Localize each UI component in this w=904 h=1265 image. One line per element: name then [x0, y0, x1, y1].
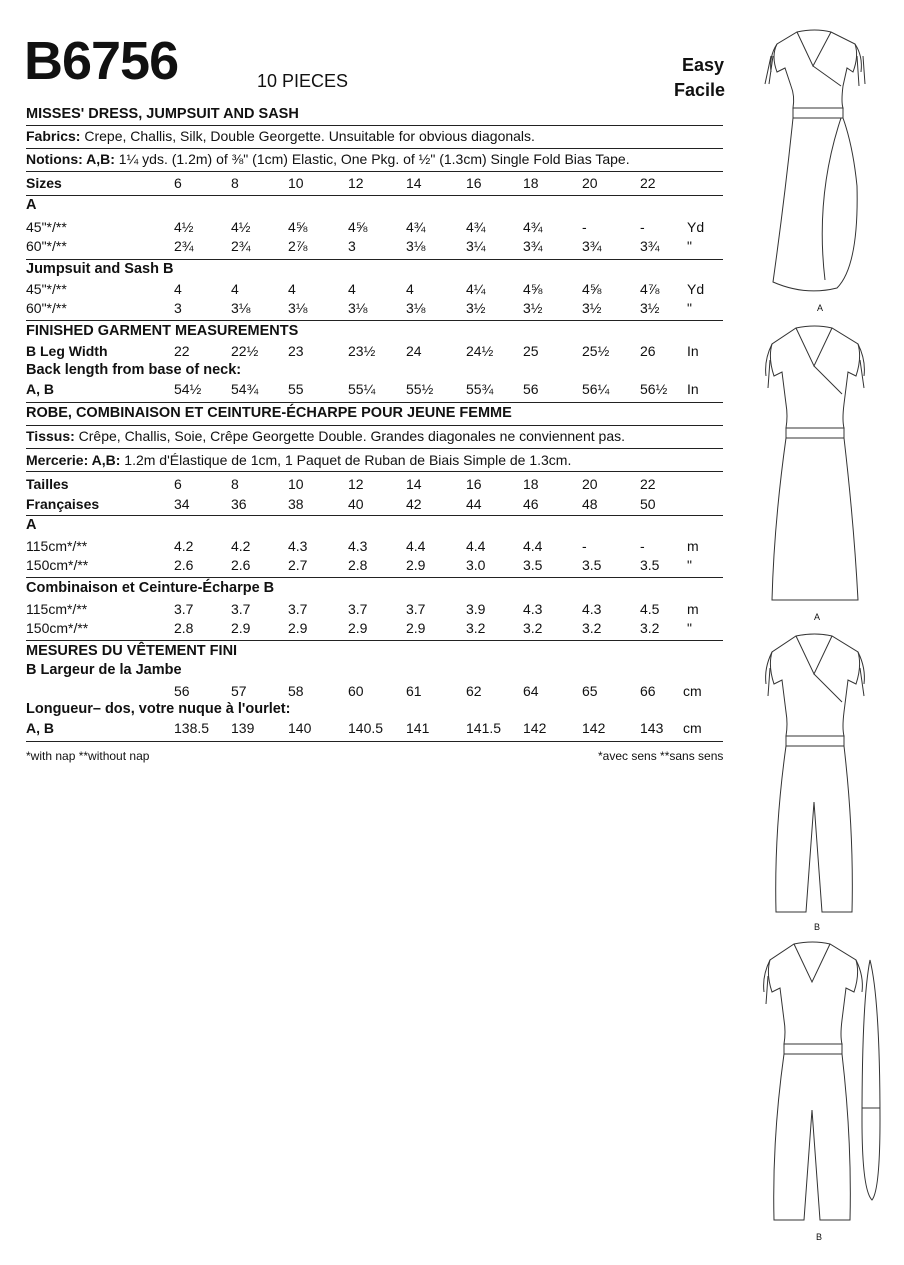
- table-cell: 4⅞: [640, 281, 660, 297]
- unit: In: [687, 343, 699, 359]
- pattern-code: B6756: [24, 31, 179, 91]
- divider: [26, 402, 723, 403]
- table-cell: 66: [640, 683, 656, 699]
- table-cell: 56: [174, 683, 190, 699]
- dress-a-long-illustration: [755, 26, 875, 302]
- table-cell: 10: [288, 476, 304, 492]
- table-cell: 25½: [582, 343, 610, 359]
- table-cell: 55½: [406, 381, 434, 397]
- unit: Yd: [687, 219, 705, 235]
- table-cell: 4.5: [640, 601, 660, 617]
- table-cell: 140: [288, 720, 312, 736]
- mercerie-label: Mercerie: A,B:: [26, 452, 121, 468]
- unit: cm: [683, 683, 702, 699]
- table-cell: 4¼: [466, 281, 486, 297]
- fabrics-line: [26, 128, 535, 144]
- divider: [26, 259, 723, 260]
- table-cell: 4¾: [466, 219, 486, 235]
- english-title: MISSES' DRESS, JUMPSUIT AND SASH: [26, 106, 299, 122]
- table-cell: 36: [231, 496, 247, 512]
- jumpsuit-b-illustration: [760, 632, 870, 918]
- fabrics-label: Fabrics:: [26, 128, 81, 144]
- figure-label: B: [814, 922, 821, 932]
- table-cell: 3½: [523, 300, 543, 316]
- notions-line: [26, 151, 630, 167]
- table-cell: 42: [406, 496, 422, 512]
- table-cell: 4½: [231, 219, 251, 235]
- table-cell: 48: [582, 496, 598, 512]
- tailles-label: Tailles: [26, 476, 69, 492]
- jumpsuit-sash-b-illustration: [758, 940, 888, 1226]
- table-cell: 3.5: [582, 557, 602, 573]
- table-cell: 3.7: [288, 601, 308, 617]
- table-cell: 4.4: [466, 538, 486, 554]
- divider: [26, 320, 723, 321]
- table-cell: 3½: [582, 300, 602, 316]
- difficulty-fr: Facile: [674, 80, 726, 100]
- table-cell: 2.9: [288, 620, 308, 636]
- table-cell: 2¾: [231, 238, 251, 254]
- table-cell: 2.7: [288, 557, 308, 573]
- table-cell: 12: [348, 476, 364, 492]
- table-cell: 61: [406, 683, 422, 699]
- divider: [26, 148, 723, 149]
- table-cell: -: [640, 219, 645, 235]
- table-cell: 55¼: [348, 381, 376, 397]
- table-cell: 25: [523, 343, 539, 359]
- table-cell: 4: [288, 281, 296, 297]
- table-cell: 57: [231, 683, 247, 699]
- mercerie-line: [26, 452, 571, 468]
- table-cell: 140.5: [348, 720, 384, 736]
- back-length-label: Back length from base of neck:: [26, 362, 242, 378]
- table-cell: 4⅝: [348, 219, 368, 235]
- footnote-en: *with nap **without nap: [26, 749, 150, 763]
- pieces-count: 10 PIECES: [257, 71, 349, 91]
- back-length-views: A, B: [26, 381, 54, 397]
- table-cell: 4⅝: [582, 281, 602, 297]
- row-label: 150cm*/**: [26, 620, 89, 636]
- divider: [26, 577, 723, 578]
- notions-text: 1¼ yds. (1.2m) of ⅜" (1cm) Elastic, One Pkg. of ½" (1.3cm) Single Fold Bias Tape.: [114, 151, 630, 167]
- table-cell: 4.3: [523, 601, 543, 617]
- difficulty-en: Easy: [682, 55, 725, 75]
- table-cell: 12: [348, 175, 364, 191]
- table-cell: 2.8: [348, 557, 368, 573]
- figure-label: B: [816, 1232, 823, 1242]
- unit: m: [687, 538, 699, 554]
- row-label: 45"*/**: [26, 219, 67, 235]
- french-title: ROBE, COMBINAISON ET CEINTURE-ÉCHARPE POUR JEUNE FEMME: [26, 405, 512, 421]
- dress-a-short-sleeve-illustration: [760, 324, 870, 610]
- table-cell: 6: [174, 175, 182, 191]
- table-cell: 3¾: [523, 238, 543, 254]
- table-cell: 141: [406, 720, 430, 736]
- table-cell: 3.2: [582, 620, 602, 636]
- unit: In: [687, 381, 699, 397]
- table-cell: 22: [640, 175, 656, 191]
- table-cell: 3.2: [523, 620, 543, 636]
- table-cell: 142: [582, 720, 606, 736]
- table-cell: 3.7: [406, 601, 426, 617]
- table-cell: 3.7: [174, 601, 194, 617]
- table-cell: 142: [523, 720, 547, 736]
- table-cell: 3¾: [640, 238, 660, 254]
- table-cell: 34: [174, 496, 190, 512]
- table-cell: 3: [348, 238, 356, 254]
- table-cell: 22: [640, 476, 656, 492]
- table-cell: 2¾: [174, 238, 194, 254]
- table-cell: 38: [288, 496, 304, 512]
- figure-label: A: [817, 303, 824, 313]
- table-cell: 54½: [174, 381, 202, 397]
- back-length-views-fr: A, B: [26, 720, 54, 736]
- table-cell: 3.5: [640, 557, 660, 573]
- divider: [26, 515, 723, 516]
- leg-width-label-fr: B Largeur de la Jambe: [26, 662, 182, 678]
- table-cell: 4.3: [288, 538, 308, 554]
- row-label: 115cm*/**: [26, 538, 88, 554]
- row-label: 60"*/**: [26, 238, 67, 254]
- table-cell: 8: [231, 175, 239, 191]
- divider: [26, 171, 723, 172]
- table-cell: 4¾: [406, 219, 426, 235]
- table-cell: -: [640, 538, 645, 554]
- divider: [26, 448, 723, 449]
- unit: cm: [683, 720, 702, 736]
- table-cell: 20: [582, 175, 598, 191]
- table-cell: 40: [348, 496, 364, 512]
- table-cell: 139: [231, 720, 255, 736]
- table-cell: 3¾: [582, 238, 602, 254]
- divider: [26, 125, 723, 126]
- footnote-fr: *avec sens **sans sens: [598, 749, 724, 763]
- table-cell: 4.3: [348, 538, 368, 554]
- table-cell: 2.9: [231, 620, 251, 636]
- table-cell: 18: [523, 175, 539, 191]
- table-cell: 4: [231, 281, 239, 297]
- unit: Yd: [687, 281, 705, 297]
- table-cell: 10: [288, 175, 304, 191]
- tissus-text: Crêpe, Challis, Soie, Crêpe Georgette Double. Grandes diagonales ne conviennent pas.: [74, 428, 625, 444]
- table-cell: 62: [466, 683, 482, 699]
- table-cell: 56: [523, 381, 539, 397]
- table-cell: 143: [640, 720, 664, 736]
- unit: ": [687, 620, 692, 636]
- table-cell: 56½: [640, 381, 668, 397]
- table-cell: 16: [466, 175, 482, 191]
- table-cell: 4½: [174, 219, 194, 235]
- back-length-label-fr: Longueur– dos, votre nuque à l'ourlet:: [26, 701, 291, 717]
- table-cell: 20: [582, 476, 598, 492]
- table-cell: 23½: [348, 343, 376, 359]
- table-cell: 4⅝: [523, 281, 543, 297]
- table-cell: 3.7: [348, 601, 368, 617]
- table-cell: 4.4: [406, 538, 426, 554]
- table-cell: 3: [174, 300, 182, 316]
- table-cell: 141.5: [466, 720, 502, 736]
- table-cell: 4¾: [523, 219, 543, 235]
- table-cell: 3⅛: [406, 300, 426, 316]
- table-cell: 3.2: [640, 620, 660, 636]
- francaises-label: Françaises: [26, 496, 100, 512]
- table-cell: 55¾: [466, 381, 494, 397]
- table-cell: 4: [406, 281, 414, 297]
- table-cell: 23: [288, 343, 304, 359]
- table-cell: 3⅛: [406, 238, 426, 254]
- table-cell: 60: [348, 683, 364, 699]
- table-cell: 44: [466, 496, 482, 512]
- table-cell: 64: [523, 683, 539, 699]
- table-cell: 3½: [640, 300, 660, 316]
- table-cell: 24: [406, 343, 422, 359]
- table-cell: 50: [640, 496, 656, 512]
- table-cell: 54¾: [231, 381, 259, 397]
- divider: [26, 195, 723, 196]
- view-a-heading: A: [26, 197, 37, 213]
- table-cell: -: [582, 219, 587, 235]
- table-cell: 2.6: [231, 557, 251, 573]
- table-cell: 14: [406, 476, 422, 492]
- table-cell: 3.0: [466, 557, 486, 573]
- row-label: 45"*/**: [26, 281, 67, 297]
- table-cell: 3.7: [231, 601, 251, 617]
- table-cell: 2.8: [174, 620, 194, 636]
- table-cell: 3⅛: [231, 300, 251, 316]
- figure-label: A: [814, 612, 821, 622]
- table-cell: 46: [523, 496, 539, 512]
- row-label: 150cm*/**: [26, 557, 89, 573]
- table-cell: 22½: [231, 343, 259, 359]
- view-b-heading: Jumpsuit and Sash B: [26, 261, 174, 277]
- view-b-heading-fr: Combinaison et Ceinture-Écharpe B: [26, 580, 275, 596]
- table-cell: 26: [640, 343, 656, 359]
- table-cell: 3⅛: [288, 300, 308, 316]
- finished-measurements-title-fr: MESURES DU VÊTEMENT FINI: [26, 643, 238, 659]
- fabrics-text: Crepe, Challis, Silk, Double Georgette. Unsuitable for obvious diagonals.: [80, 128, 535, 144]
- table-cell: 4⅝: [288, 219, 308, 235]
- table-cell: 6: [174, 476, 182, 492]
- table-cell: 16: [466, 476, 482, 492]
- table-cell: 2.9: [406, 557, 426, 573]
- table-cell: 138.5: [174, 720, 210, 736]
- divider: [26, 471, 723, 472]
- unit: ": [687, 300, 692, 316]
- table-cell: 18: [523, 476, 539, 492]
- unit: ": [687, 557, 692, 573]
- finished-measurements-title: FINISHED GARMENT MEASUREMENTS: [26, 323, 299, 339]
- table-cell: 3½: [466, 300, 486, 316]
- unit: ": [687, 238, 692, 254]
- divider: [26, 425, 723, 426]
- table-cell: 4.2: [174, 538, 194, 554]
- table-cell: 8: [231, 476, 239, 492]
- table-cell: 2⅞: [288, 238, 308, 254]
- table-cell: 2.9: [348, 620, 368, 636]
- table-cell: 65: [582, 683, 598, 699]
- view-a-heading-fr: A: [26, 517, 37, 533]
- table-cell: 3⅛: [348, 300, 368, 316]
- sizes-label: Sizes: [26, 175, 62, 191]
- row-label: 115cm*/**: [26, 601, 88, 617]
- leg-width-label: B Leg Width: [26, 343, 108, 359]
- table-cell: 3.5: [523, 557, 543, 573]
- table-cell: 22: [174, 343, 190, 359]
- divider: [26, 640, 723, 641]
- table-cell: 24½: [466, 343, 494, 359]
- table-cell: 4.2: [231, 538, 251, 554]
- table-cell: 3.2: [466, 620, 486, 636]
- table-cell: 4: [174, 281, 182, 297]
- notions-label: Notions: A,B:: [26, 151, 115, 167]
- tissus-line: [26, 428, 625, 444]
- table-cell: 3.9: [466, 601, 486, 617]
- table-cell: 4.4: [523, 538, 543, 554]
- table-cell: 14: [406, 175, 422, 191]
- table-cell: 55: [288, 381, 304, 397]
- table-cell: 2.6: [174, 557, 194, 573]
- row-label: 60"*/**: [26, 300, 67, 316]
- table-cell: 4: [348, 281, 356, 297]
- table-cell: 2.9: [406, 620, 426, 636]
- table-cell: 4.3: [582, 601, 602, 617]
- table-cell: 58: [288, 683, 304, 699]
- tissus-label: Tissus:: [26, 428, 75, 444]
- mercerie-text: 1.2m d'Élastique de 1cm, 1 Paquet de Ruban de Biais Simple de 1.3cm.: [120, 452, 572, 468]
- table-cell: 56¼: [582, 381, 610, 397]
- table-cell: 3¼: [466, 238, 486, 254]
- unit: m: [687, 601, 699, 617]
- table-cell: -: [582, 538, 587, 554]
- divider: [26, 741, 723, 742]
